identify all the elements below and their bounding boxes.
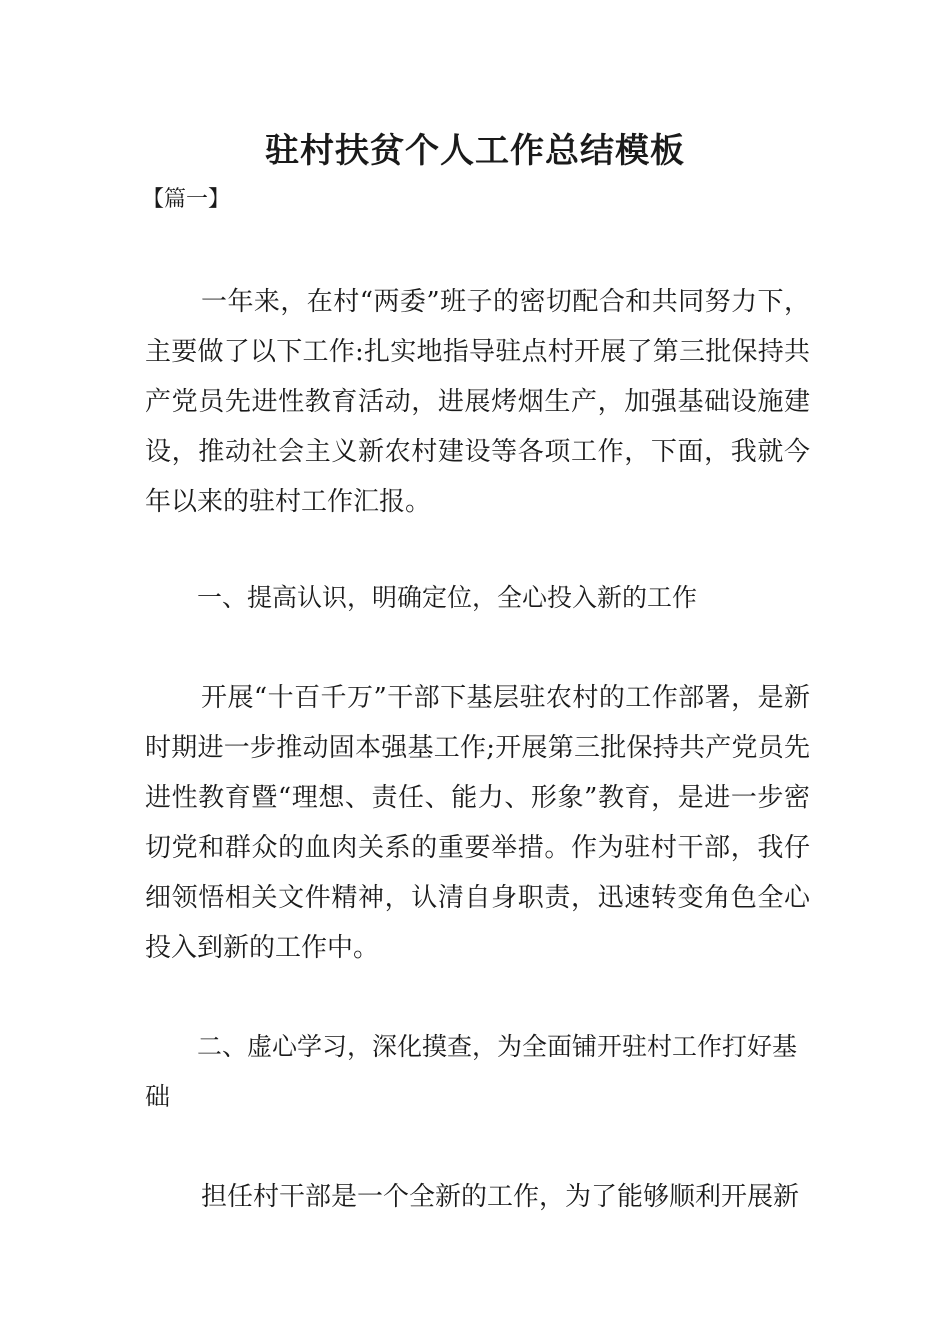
paragraph-section-1: 开展“十百千万”干部下基层驻农村的工作部署，是新时期进一步推动固本强基工作;开展第三批保持共产党员先进性教育暨“理想、责任、能力、形象”教育，是进一步密切党和群众的血肉关系的重要举措。作为驻村干部，我仔细领悟相关文件精神，认清自身职责，迅速转变角色全心投入到新的工作中。 [145, 683, 810, 963]
section-heading-1: 一、提高认识，明确定位，全心投入新的工作 [197, 583, 698, 612]
document-title: 驻村扶贫个人工作总结模板 [265, 131, 685, 171]
section-heading-2: 二、虚心学习，深化摸查，为全面铺开驻村工作打好基础 [145, 1032, 798, 1111]
paragraph-intro: 一年来，在村“两委”班子的密切配合和共同努力下，主要做了以下工作:扎实地指导驻点村开展了第三批保持共产党员先进性教育活动，进展烤烟生产，加强基础设施建设，推动社会主义新农村建设等各项工作，下面，我就今年以来的驻村工作汇报。 [145, 287, 810, 517]
paragraph-section-2: 担任村干部是一个全新的工作，为了能够顺利开展新 [201, 1182, 800, 1212]
section-label: 【篇一】 [142, 187, 231, 212]
